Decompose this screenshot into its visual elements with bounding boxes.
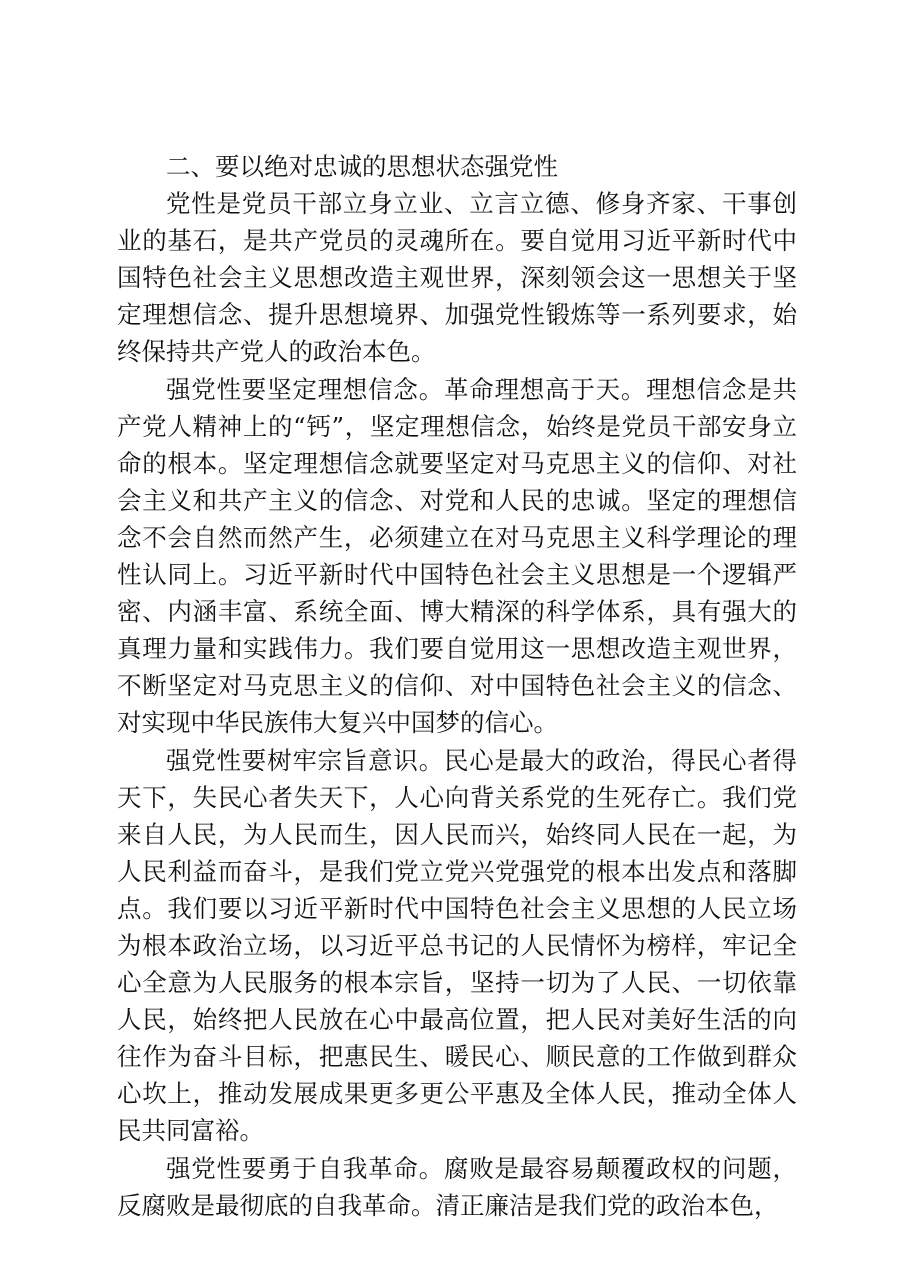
document-page — [117, 148, 797, 1224]
paragraph-self-revolution: 强党性要勇于自我革命。腐败是最容易颠覆政权的问题，反腐败是最彻底的自我革命。清正廉洁是我们党的政治本色， — [117, 1153, 797, 1220]
section-heading: 二、要以绝对忠诚的思想状态强党性 — [166, 152, 558, 181]
paragraph-purpose: 强党性要树牢宗旨意识。民心是最大的政治，得民心者得天下，失民心者失天下，人心向背关系党的生死存亡。我们党来自人民，为人民而生，因人民而兴，始终同人民在一起，为人民利益而奋斗，是我们党立党兴党强党的根本出发点和落脚点。我们要以习近平新时代中国特色社会主义思想的人民立场为根本政治立场，以习近平总书记的人民情怀为榜样，牢记全心全意为人民服务的根本宗旨，坚持一切为了人民、一切依靠人民，始终把人民放在心中最高位置，把人民对美好生活的向往作为奋斗目标，把惠民生、暖民心、顺民意的工作做到群众心坎上，推动发展成果更多更公平惠及全体人民，推动全体人民共同富裕。 — [117, 745, 797, 1146]
paragraph-ideals: 强党性要坚定理想信念。革命理想高于天。理想信念是共产党人精神上的“钙”，坚定理想信念，始终是党员干部安身立命的根本。坚定理想信念就要坚定对马克思主义的信仰、对社会主义和共产主义的信念、对党和人民的忠诚。坚定的理想信念不会自然而然产生，必须建立在对马克思主义科学理论的理性认同上。习近平新时代中国特色社会主义思想是一个逻辑严密、内涵丰富、系统全面、博大精深的科学体系，具有强大的真理力量和实践伟力。我们要自觉用这一思想改造主观世界，不断坚定对马克思主义的信仰、对中国特色社会主义的信念、对实现中华民族伟大复兴中国梦的信心。 — [117, 374, 797, 738]
paragraph-intro: 党性是党员干部立身立业、立言立德、修身齐家、干事创业的基石，是共产党员的灵魂所在。要自觉用习近平新时代中国特色社会主义思想改造主观世界，深刻领会这一思想关于坚定理想信念、提升思想境界、加强党性锻炼等一系列要求，始终保持共产党人的政治本色。 — [117, 189, 797, 367]
